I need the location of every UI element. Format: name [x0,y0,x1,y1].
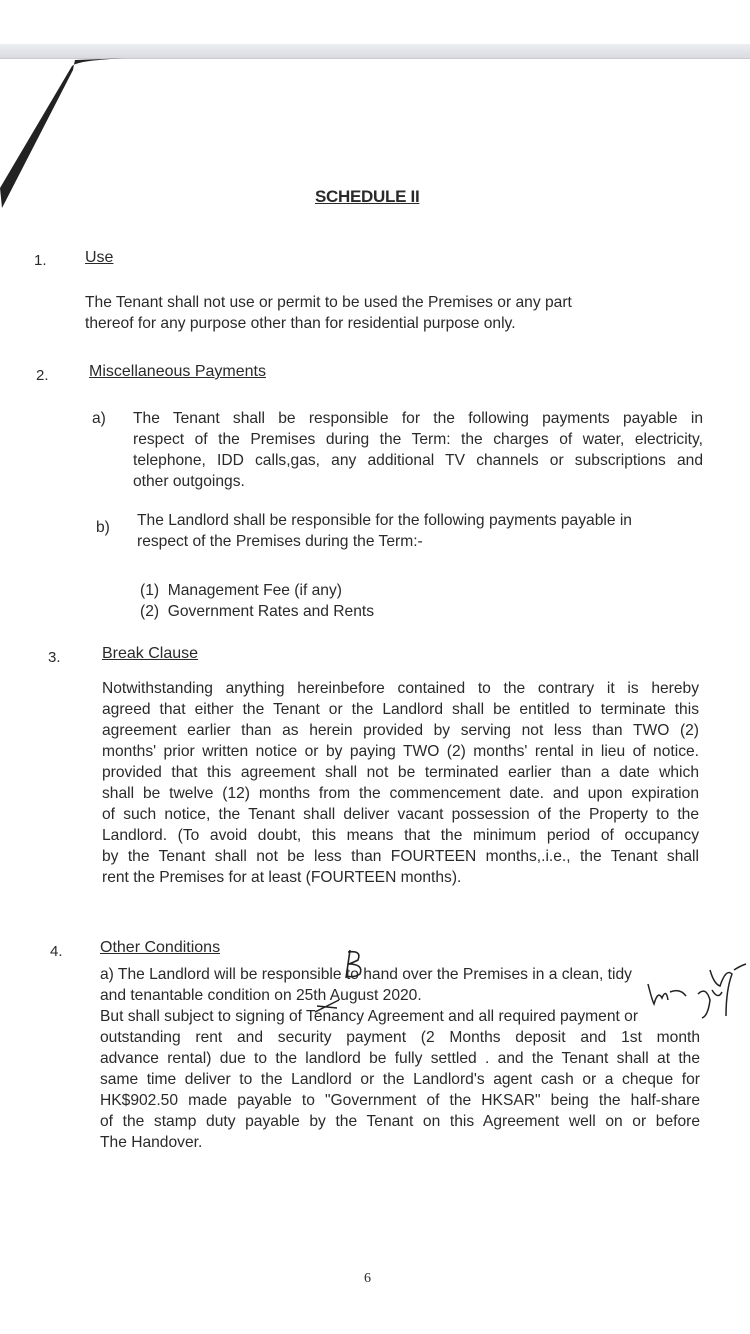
text-line: telephone, IDD calls,gas, any additional TV channels or subscriptions and [133,452,703,469]
list-item-text: Government Rates and Rents [167,603,375,620]
section-2a-body [133,408,703,492]
section-3-body [102,678,699,888]
section-4-body [100,964,700,1153]
text-line: The Handover. [100,1134,203,1151]
section-3-number: 3. [48,649,61,666]
text-line: respect of the Premises during the Term: the charges of water, electricity, [133,431,703,448]
text-line: The Tenant shall not use or permit to be used the Premises or any part [85,294,572,311]
text-line: agreement earlier than as herein provided by serving not less than TWO (2) [102,722,699,739]
section-2b-list [140,580,374,622]
text-line: rent the Premises for at least (FOURTEEN months). [102,869,462,886]
handwritten-strikeout [313,996,343,1016]
section-2b-body [137,510,697,552]
text-line: shall be twelve (12) months from the commencement date. and upon expiration [102,785,699,802]
page-title: SCHEDULE II [315,187,420,206]
viewer-top-bar [0,44,750,59]
section-1-number: 1. [34,252,47,269]
text-line: But shall subject to signing of Tenancy Agreement and all required payment or [100,1008,639,1025]
text-line: respect of the Premises during the Term:- [137,533,423,550]
text-line: The Tenant shall be responsible for the following payments payable in [133,410,703,427]
text-line: and tenantable condition on 25th August 2020. [100,987,422,1004]
list-item-label: (1) [140,582,160,599]
list-item-text: Management Fee (if any) [167,582,342,599]
text-line: outstanding rent and security payment (2 Months deposit and 1st month [100,1029,700,1046]
section-4-heading: Other Conditions [100,939,221,956]
list-item-label: (2) [140,603,160,620]
handwritten-initials-signature [640,960,750,1020]
text-line: Landlord. (To avoid doubt, this means that the minimum period of occupancy [102,827,699,844]
list-item [140,601,374,622]
text-line: a) The Landlord will be responsible to hand over the Premises in a clean, tidy [100,966,632,983]
page-number: 6 [364,1271,371,1286]
list-item [140,580,374,601]
text-line: The Landlord shall be responsible for the following payments payable in [137,512,632,529]
section-2-number: 2. [36,367,49,384]
section-2b-label: b) [96,519,110,536]
section-1-heading: Use [85,249,114,266]
text-line: thereof for any purpose other than for residential purpose only. [85,315,516,332]
text-line: provided that this agreement shall not be terminated earlier than a date which [102,764,699,781]
text-line: agreed that either the Tenant or the Landlord shall be entitled to terminate this [102,701,699,718]
text-line: months' prior written notice or by paying TWO (2) months' rental in lieu of notice. [102,743,699,760]
text-line: other outgoings. [133,473,245,490]
section-2a-label: a) [92,410,106,427]
text-line: by the Tenant shall not be less than FOURTEEN months,.i.e., the Tenant shall [102,848,699,865]
section-2-heading: Miscellaneous Payments [89,363,266,380]
handwritten-correction-b [340,948,370,980]
section-1-body [85,292,660,334]
text-line: advance rental) due to the landlord be fully settled . and the Tenant shall at the [100,1050,700,1067]
text-line: HK$902.50 made payable to "Government of the HKSAR" being the half-share [100,1092,700,1109]
page-fold-shadow [0,58,120,208]
text-line: of such notice, the Tenant shall deliver vacant possession of the Property to the [102,806,699,823]
text-line: of the stamp duty payable by the Tenant on this Agreement well on or before [100,1113,700,1130]
section-3-heading: Break Clause [102,645,199,662]
text-line: Notwithstanding anything hereinbefore contained to the contrary it is hereby [102,680,699,697]
section-4-number: 4. [50,943,63,960]
text-line: same time deliver to the Landlord or the Landlord's agent cash or a cheque for [100,1071,700,1088]
